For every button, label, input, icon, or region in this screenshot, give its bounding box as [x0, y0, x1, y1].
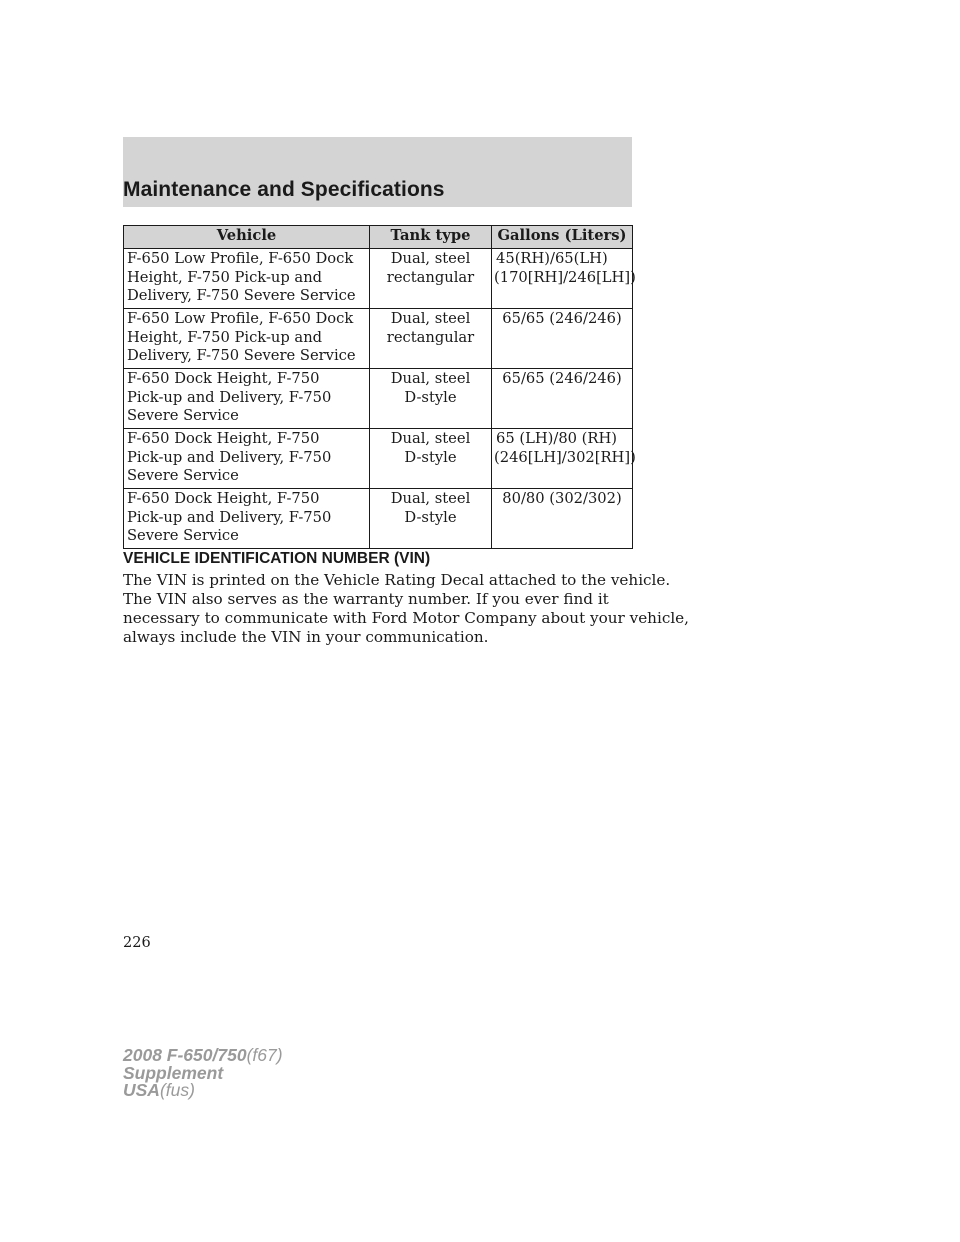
gallons-line: (170[RH]/246[LH])	[494, 268, 636, 286]
tank-type-line: Dual, steel	[390, 250, 471, 267]
vehicle-line: Height, F-750 Pick-up and	[127, 268, 323, 286]
gallons-line: 65/65 (246/246)	[502, 370, 622, 387]
vehicle-line: Height, F-750 Pick-up and	[127, 328, 323, 346]
vin-paragraph	[123, 571, 690, 647]
vehicle-cell	[124, 369, 370, 429]
vehicle-line: Severe Service	[127, 407, 239, 424]
table-header-row	[124, 226, 633, 249]
vehicle-line: F-650 Dock Height, F-750	[127, 490, 320, 507]
vehicle-line: F-650 Low Profile, F-650 Dock	[127, 250, 354, 267]
tank-type-line: Dual, steel	[390, 370, 471, 387]
vehicle-line: F-650 Dock Height, F-750	[127, 370, 320, 387]
gallons-cell	[492, 249, 636, 309]
vehicle-line: F-650 Low Profile, F-650 Dock	[127, 310, 354, 327]
fuel-tank-table	[123, 225, 636, 549]
column-header-tank-type: Tank type	[370, 226, 492, 249]
footer-region: USA	[123, 1080, 160, 1100]
footer-supplement: Supplement	[123, 1062, 224, 1083]
vehicle-line: Pick-up and Delivery, F-750	[127, 448, 332, 466]
vehicle-line: Pick-up and Delivery, F-750	[127, 508, 332, 526]
tank-type-line: rectangular	[386, 268, 475, 286]
tank-type-cell	[370, 309, 492, 369]
paragraph-line: The VIN is printed on the Vehicle Rating Decal attached to the vehicle.	[123, 571, 671, 589]
gallons-cell	[492, 489, 633, 549]
document-footer	[123, 1047, 283, 1100]
tank-type-line: D-style	[404, 448, 457, 466]
tank-type-cell	[370, 489, 492, 549]
vehicle-line: Delivery, F-750 Severe Service	[127, 287, 356, 304]
section-title: Maintenance and Specifications	[123, 178, 445, 201]
tank-type-cell	[370, 429, 492, 489]
tank-type-line: D-style	[404, 388, 457, 406]
gallons-line: 65 (LH)/80 (RH)	[496, 430, 618, 447]
gallons-cell	[492, 369, 633, 429]
table-row	[124, 309, 633, 369]
vehicle-cell	[124, 489, 370, 549]
gallons-line: (246[LH]/302[RH])	[494, 448, 636, 466]
tank-type-line: D-style	[404, 508, 457, 526]
footer-model-year: 2008 F-650/750	[123, 1045, 247, 1065]
footer-line-region	[123, 1082, 283, 1100]
table-row	[124, 429, 633, 489]
tank-type-cell	[370, 249, 492, 309]
gallons-line: 80/80 (302/302)	[502, 490, 622, 507]
vin-heading: VEHICLE IDENTIFICATION NUMBER (VIN)	[123, 550, 431, 567]
vehicle-line: Delivery, F-750 Severe Service	[127, 347, 356, 364]
vehicle-line: Pick-up and Delivery, F-750	[127, 388, 332, 406]
gallons-line: 65/65 (246/246)	[502, 310, 622, 327]
tank-type-line: Dual, steel	[390, 490, 471, 507]
column-header-gallons: Gallons (Liters)	[492, 226, 633, 249]
vehicle-line: Severe Service	[127, 467, 239, 484]
table-row	[124, 249, 633, 309]
paragraph-line: always include the VIN in your communication.	[123, 628, 489, 646]
tank-type-line: rectangular	[386, 328, 475, 346]
table-row	[124, 489, 633, 549]
gallons-line: 45(RH)/65(LH)	[496, 250, 608, 267]
gallons-cell	[492, 309, 633, 369]
column-header-vehicle: Vehicle	[124, 226, 370, 249]
table-row	[124, 369, 633, 429]
vehicle-line: F-650 Dock Height, F-750	[127, 430, 320, 447]
vehicle-cell	[124, 429, 370, 489]
vehicle-cell	[124, 249, 370, 309]
vehicle-cell	[124, 309, 370, 369]
gallons-cell	[492, 429, 636, 489]
tank-type-line: Dual, steel	[390, 310, 471, 327]
tank-type-line: Dual, steel	[390, 430, 471, 447]
vehicle-line: Severe Service	[127, 527, 239, 544]
tank-type-cell	[370, 369, 492, 429]
paragraph-line: The VIN also serves as the warranty number. If you ever find it	[123, 590, 609, 608]
footer-region-code: (fus)	[159, 1080, 195, 1100]
page-number: 226	[123, 935, 151, 951]
paragraph-line: necessary to communicate with Ford Motor Company about your vehicle,	[123, 609, 690, 627]
footer-model-code: (f67)	[246, 1045, 283, 1065]
